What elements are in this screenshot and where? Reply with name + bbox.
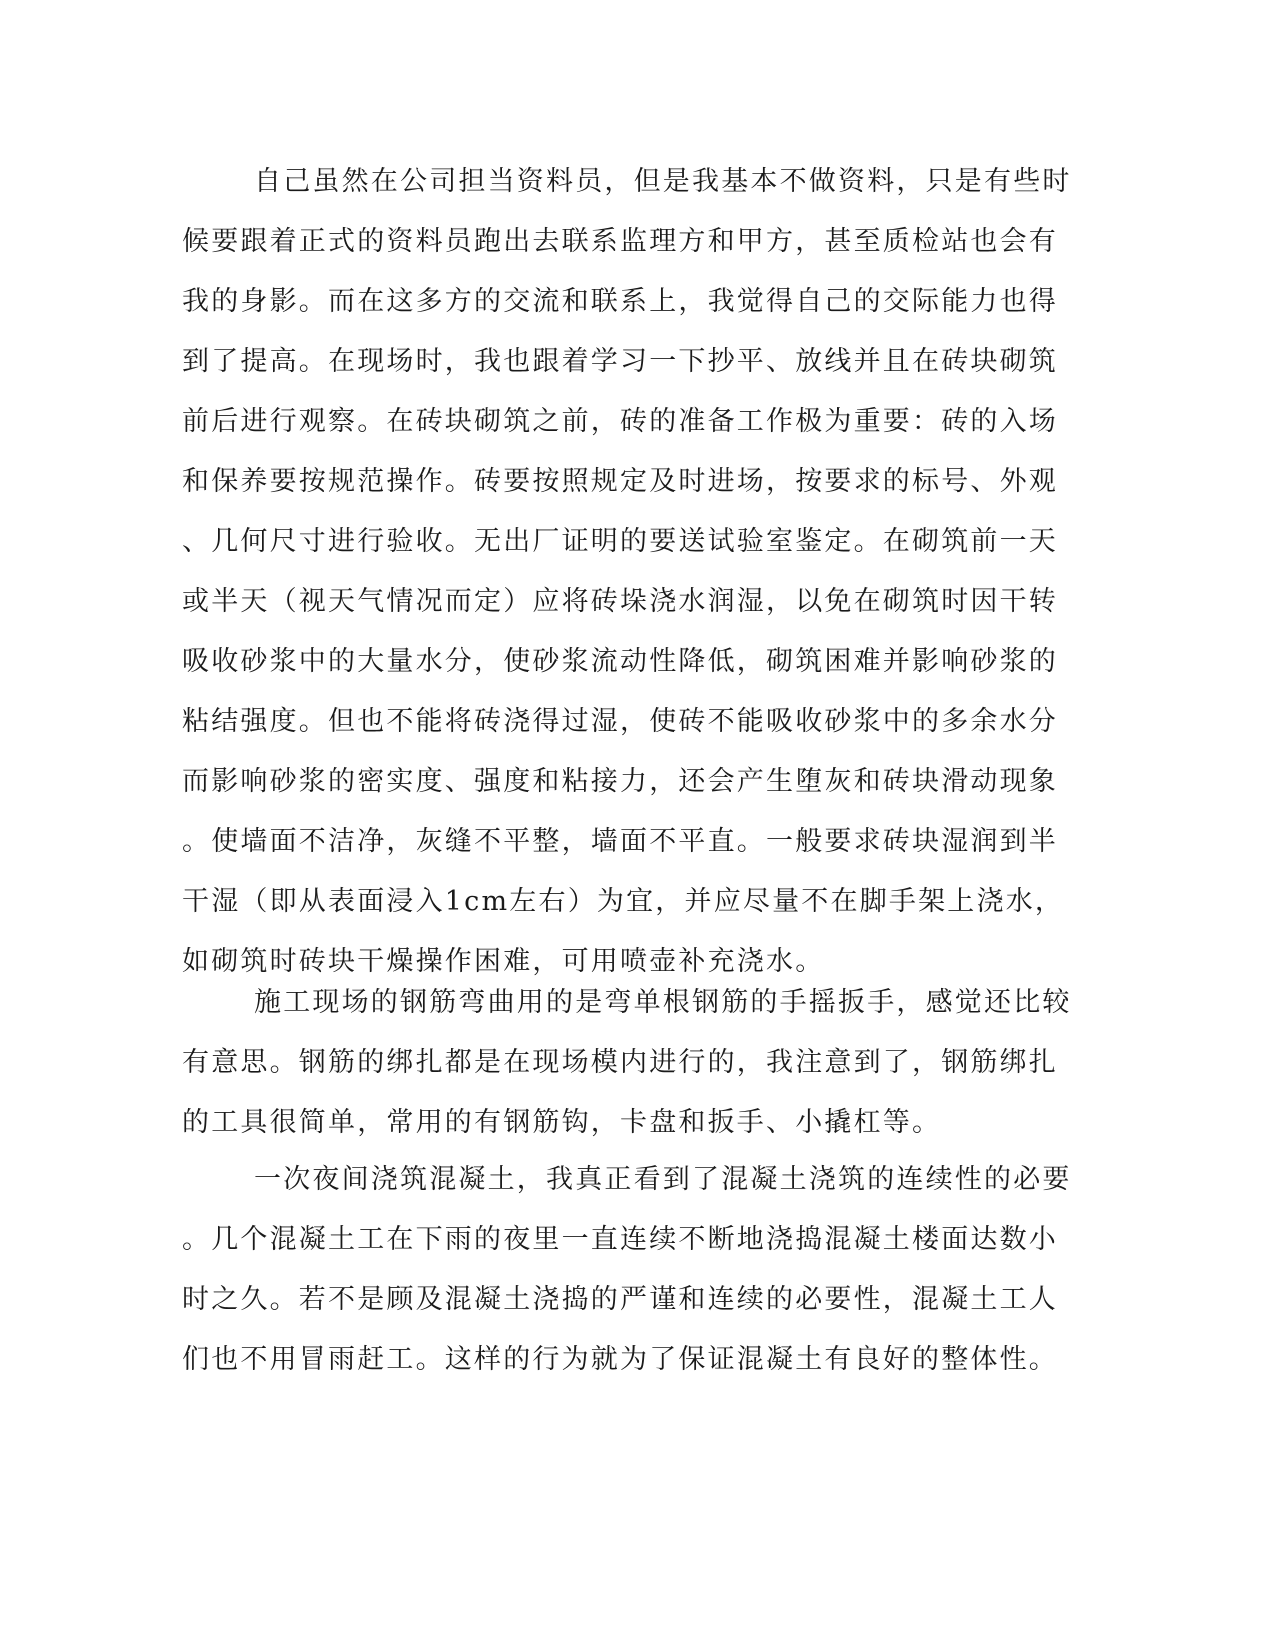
paragraph-line: 而影响砂浆的密实度、强度和粘接力，还会产生堕灰和砖块滑动现象 <box>182 766 1058 797</box>
paragraph-line: 时之久。若不是顾及混凝土浇捣的严谨和连续的必要性，混凝土工人 <box>182 1284 1058 1315</box>
paragraph-line: 施工现场的钢筋弯曲用的是弯单根钢筋的手摇扳手，感觉还比较 <box>254 987 1072 1018</box>
paragraph-line: 干湿（即从表面浸入1cm左右）为宜，并应尽量不在脚手架上浇水， <box>182 886 1065 917</box>
paragraph-line: 我的身影。而在这多方的交流和联系上，我觉得自己的交际能力也得 <box>182 286 1058 317</box>
paragraph-line: 自己虽然在公司担当资料员，但是我基本不做资料，只是有些时 <box>254 166 1072 197</box>
paragraph-line: 。使墙面不洁净，灰缝不平整，墙面不平直。一般要求砖块湿润到半 <box>182 826 1058 857</box>
paragraph-line: 的工具很简单，常用的有钢筋钩，卡盘和扳手、小撬杠等。 <box>182 1107 942 1138</box>
paragraph-line: 和保养要按规范操作。砖要按照规定及时进场，按要求的标号、外观 <box>182 466 1058 497</box>
paragraph-line: 候要跟着正式的资料员跑出去联系监理方和甲方，甚至质检站也会有 <box>182 226 1058 257</box>
paragraph-line: 吸收砂浆中的大量水分，使砂浆流动性降低，砌筑困难并影响砂浆的 <box>182 646 1058 677</box>
paragraph-line: 粘结强度。但也不能将砖浇得过湿，使砖不能吸收砂浆中的多余水分 <box>182 706 1058 737</box>
paragraph-line: 有意思。钢筋的绑扎都是在现场模内进行的，我注意到了，钢筋绑扎 <box>182 1047 1058 1078</box>
paragraph-line: 或半天（视天气情况而定）应将砖垛浇水润湿，以免在砌筑时因干转 <box>182 586 1058 617</box>
paragraph-line: 。几个混凝土工在下雨的夜里一直连续不断地浇捣混凝土楼面达数小 <box>182 1224 1058 1255</box>
paragraph-line: 一次夜间浇筑混凝土，我真正看到了混凝土浇筑的连续性的必要 <box>254 1164 1072 1195</box>
paragraph-line: 如砌筑时砖块干燥操作困难，可用喷壶补充浇水。 <box>182 946 825 977</box>
paragraph-line: 们也不用冒雨赶工。这样的行为就为了保证混凝土有良好的整体性。 <box>182 1344 1058 1375</box>
paragraph-line: 到了提高。在现场时，我也跟着学习一下抄平、放线并且在砖块砌筑 <box>182 346 1058 377</box>
paragraph-line: 前后进行观察。在砖块砌筑之前，砖的准备工作极为重要：砖的入场 <box>182 406 1058 437</box>
paragraph-line: 、几何尺寸进行验收。无出厂证明的要送试验室鉴定。在砌筑前一天 <box>182 526 1058 557</box>
